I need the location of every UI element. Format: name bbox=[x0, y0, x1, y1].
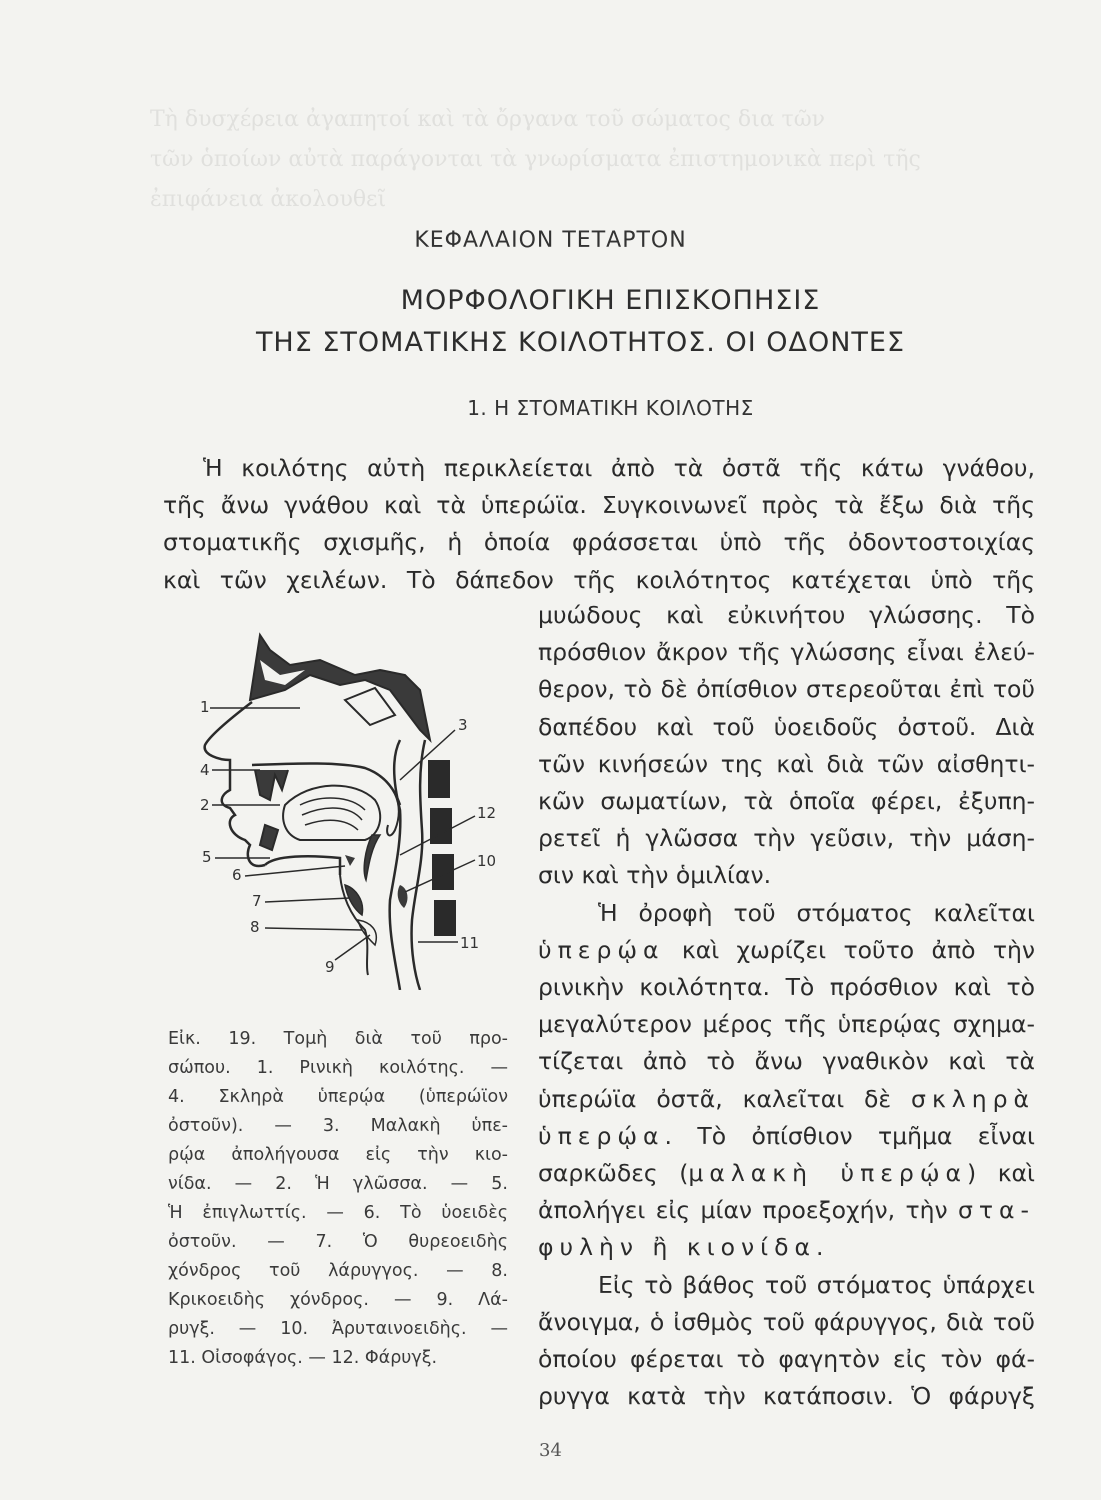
intro-line: τῆς ἄνω γνάθου καὶ τὰ ὑπερώϊα. Συγκοινωνεῖ πρὸς τὰ ἔξω διὰ τῆς bbox=[163, 491, 1035, 520]
text-line: Εἰς τὸ βάθος τοῦ στόματος ὑπάρχει bbox=[598, 1270, 1035, 1299]
bleed-through-text: Τὴ δυσχέρεια ἀγαπητοί καὶ τὰ ὄργανα τοῦ σώματος δια τῶν τῶν ὁποίων αὐτὰ παράγονται τὰ γνωρίσματα ἐπιστημονικὰ περὶ τῆς ἐπιφάνεια ἀκολουθεῖ bbox=[150, 107, 921, 212]
epiglottis bbox=[364, 835, 380, 880]
text-line: σαρκῶδες (μαλακὴ ὑπερῴα) καὶ bbox=[538, 1159, 1036, 1188]
text-line: μεγαλύτερον μέρος τῆς ὑπερῴας σχημα- bbox=[538, 1010, 1035, 1039]
chapter-heading: ΚΕΦΑΛΑΙΟΝ ΤΕΤΑΡΤΟΝ bbox=[414, 228, 687, 253]
caption-line: 4. Σκληρὰ ὑπερῴα (ὑπερώϊον bbox=[168, 1087, 508, 1107]
vertebra bbox=[428, 760, 450, 798]
caption-line: σώπου. 1. Ρινικὴ κοιλότης. — bbox=[168, 1058, 508, 1078]
figure-caption bbox=[168, 1025, 508, 1373]
intro-line: στοματικῆς σχισμῆς, ἡ ὁποία φράσσεται ὑπὸ τῆς ὀδοντοστοιχίας bbox=[163, 528, 1035, 557]
vertebra bbox=[434, 900, 456, 936]
arytenoid bbox=[398, 885, 408, 908]
caption-line: ρυγξ. — 10. Ἀρυταινοειδὴς. — bbox=[168, 1319, 508, 1339]
figure-label: 11 bbox=[460, 934, 480, 952]
vertebra bbox=[432, 854, 454, 890]
text-line: κῶν σωματίων, τὰ ὁποῖα φέρει, ἐξυπη- bbox=[538, 787, 1035, 816]
caption-line: ρῴα ἀπολήγουσα εἰς τὴν κιο- bbox=[168, 1145, 508, 1165]
text-line: ρετεῖ ἡ γλῶσσα τὴν γεῦσιν, τὴν μάση- bbox=[538, 824, 1035, 853]
figure-label: 2 bbox=[200, 796, 210, 814]
figure-label: 9 bbox=[325, 958, 335, 976]
text-line: ὑπερῴα καὶ χωρίζει τοῦτο ἀπὸ τὴν bbox=[538, 935, 1035, 964]
vertebra bbox=[430, 808, 452, 844]
figure-label: 4 bbox=[200, 761, 210, 779]
title-line-1: ΜΟΡΦΟΛΟΓΙΚΗ ΕΠΙΣΚΟΠΗΣΙΣ bbox=[400, 285, 821, 316]
term-kionida: φυλὴν ἢ κιονίδα bbox=[538, 1233, 816, 1262]
text-line: ἄνοιγμα, ὁ ἰσθμὸς τοῦ φάρυγγος, διὰ τοῦ bbox=[538, 1307, 1035, 1336]
title-line-2: ΤΗΣ ΣΤΟΜΑΤΙΚΗΣ ΚΟΙΛΟΤΗΤΟΣ. ΟΙ ΟΔΟΝΤΕΣ bbox=[255, 327, 906, 358]
text-line: Ἡ ὀροφὴ τοῦ στόματος καλεῖται bbox=[598, 898, 1035, 927]
intro-paragraph bbox=[163, 450, 1035, 599]
caption-line: Ἡ ἐπιγλωττίς. — 6. Τὸ ὑοειδὲς bbox=[168, 1203, 508, 1223]
text-line: ὑπερῴα. Τὸ ὀπίσθιον τμῆμα εἶναι bbox=[538, 1121, 1035, 1150]
figure-label: 7 bbox=[252, 892, 262, 910]
term-hyperoa: ὑπερῴα bbox=[538, 935, 665, 964]
figure-label: 5 bbox=[202, 848, 212, 866]
page-number: 34 bbox=[539, 1440, 562, 1461]
text-line: ἀπολήγει εἰς μίαν προεξοχήν, τὴν στα- bbox=[538, 1196, 1035, 1225]
figure-label: 12 bbox=[477, 804, 497, 822]
caption-line: νίδα. — 2. Ἡ γλῶσσα. — 5. bbox=[168, 1174, 508, 1194]
intro-line: Ἡ κοιλότης αὐτὴ περικλείεται ἀπὸ τὰ ὀστᾶ τῆς κάτω γνάθου, bbox=[203, 454, 1035, 482]
hyoid-bone bbox=[345, 855, 355, 866]
text-line: θερον, τὸ δὲ ὀπίσθιον στερεοῦται ἐπὶ τοῦ bbox=[538, 675, 1035, 704]
text-line: ρυγγα κατὰ τὴν κατάποσιν. Ὁ φάρυγξ bbox=[538, 1382, 1035, 1411]
face-profile bbox=[205, 702, 265, 866]
text-line: σιν καὶ τὴν ὁμιλίαν. bbox=[538, 861, 772, 890]
nasal-septum-shape bbox=[250, 635, 430, 740]
caption-line: ὀστοῦν. — 7. Ὁ θυρεοειδὴς bbox=[168, 1232, 508, 1252]
tongue-lines bbox=[300, 798, 365, 830]
tongue bbox=[283, 786, 380, 840]
anatomy-figure bbox=[190, 630, 520, 990]
pharynx-wall bbox=[390, 740, 401, 990]
text-line: φυλὴν ἢ κιονίδα. bbox=[538, 1233, 824, 1262]
caption-line: 11. Οἰσοφάγος. — 12. Φάρυγξ. bbox=[168, 1348, 438, 1368]
text-line: ὁποίου φέρεται τὸ φαγητὸν εἰς τὸν φά- bbox=[538, 1345, 1035, 1374]
upper-teeth bbox=[255, 770, 288, 800]
figure-label: 3 bbox=[458, 716, 468, 734]
figure-label: 8 bbox=[250, 918, 260, 936]
right-column-text bbox=[538, 597, 1035, 1415]
section-heading: 1. Η ΣΤΟΜΑΤΙΚΗ ΚΟΙΛΟΤΗΣ bbox=[467, 396, 754, 420]
term-stafyli: στα- bbox=[957, 1196, 1035, 1225]
term-sklira: σκληρὰ bbox=[911, 1084, 1035, 1113]
caption-line: Εἰκ. 19. Τομὴ διὰ τοῦ προ- bbox=[168, 1029, 508, 1049]
figure-label: 1 bbox=[200, 698, 210, 716]
caption-line: ὀστοῦν). — 3. Μαλακὴ ὑπε- bbox=[168, 1116, 508, 1136]
text-line: δαπέδου καὶ τοῦ ὑοειδοῦς ὀστοῦ. Διὰ bbox=[538, 712, 1035, 741]
text-line: πρόσθιον ἄκρον τῆς γλώσσης εἶναι ἐλεύ- bbox=[538, 638, 1035, 667]
caption-line: χόνδρος τοῦ λάρυγγος. — 8. bbox=[168, 1261, 508, 1281]
text-line: ρινικὴν κοιλότητα. Τὸ πρόσθιον καὶ τὸ bbox=[538, 973, 1035, 1002]
intro-line: καὶ τῶν χειλέων. Τὸ δάπεδον τῆς κοιλότητος κατέχεται ὑπὸ τῆς bbox=[163, 565, 1035, 594]
text-line: τῶν κινήσεών της καὶ διὰ τῶν αἰσθητι- bbox=[538, 749, 1035, 778]
term-hyperoa-2: ὑπερῴα bbox=[538, 1121, 665, 1150]
palate-shape bbox=[345, 688, 395, 725]
figure-label: 10 bbox=[477, 852, 497, 870]
lower-teeth bbox=[260, 825, 278, 850]
esophagus-wall bbox=[412, 740, 425, 990]
caption-line: Κρικοειδὴς χόνδρος. — 9. Λά- bbox=[168, 1290, 508, 1310]
text-line: μυώδους καὶ εὐκινήτου γλώσσης. Τὸ bbox=[538, 601, 1035, 629]
term-malaki-hyperoa: μαλακὴ ὑπερῴα bbox=[688, 1159, 968, 1188]
figure-label: 6 bbox=[232, 866, 242, 884]
text-line: ὑπερώϊα ὀστᾶ, καλεῖται δὲ σκληρὰ bbox=[538, 1084, 1035, 1113]
thyroid-cartilage bbox=[345, 885, 363, 915]
text-line: τίζεται ἀπὸ τὸ ἄνω γναθικὸν καὶ τὰ bbox=[538, 1047, 1035, 1076]
